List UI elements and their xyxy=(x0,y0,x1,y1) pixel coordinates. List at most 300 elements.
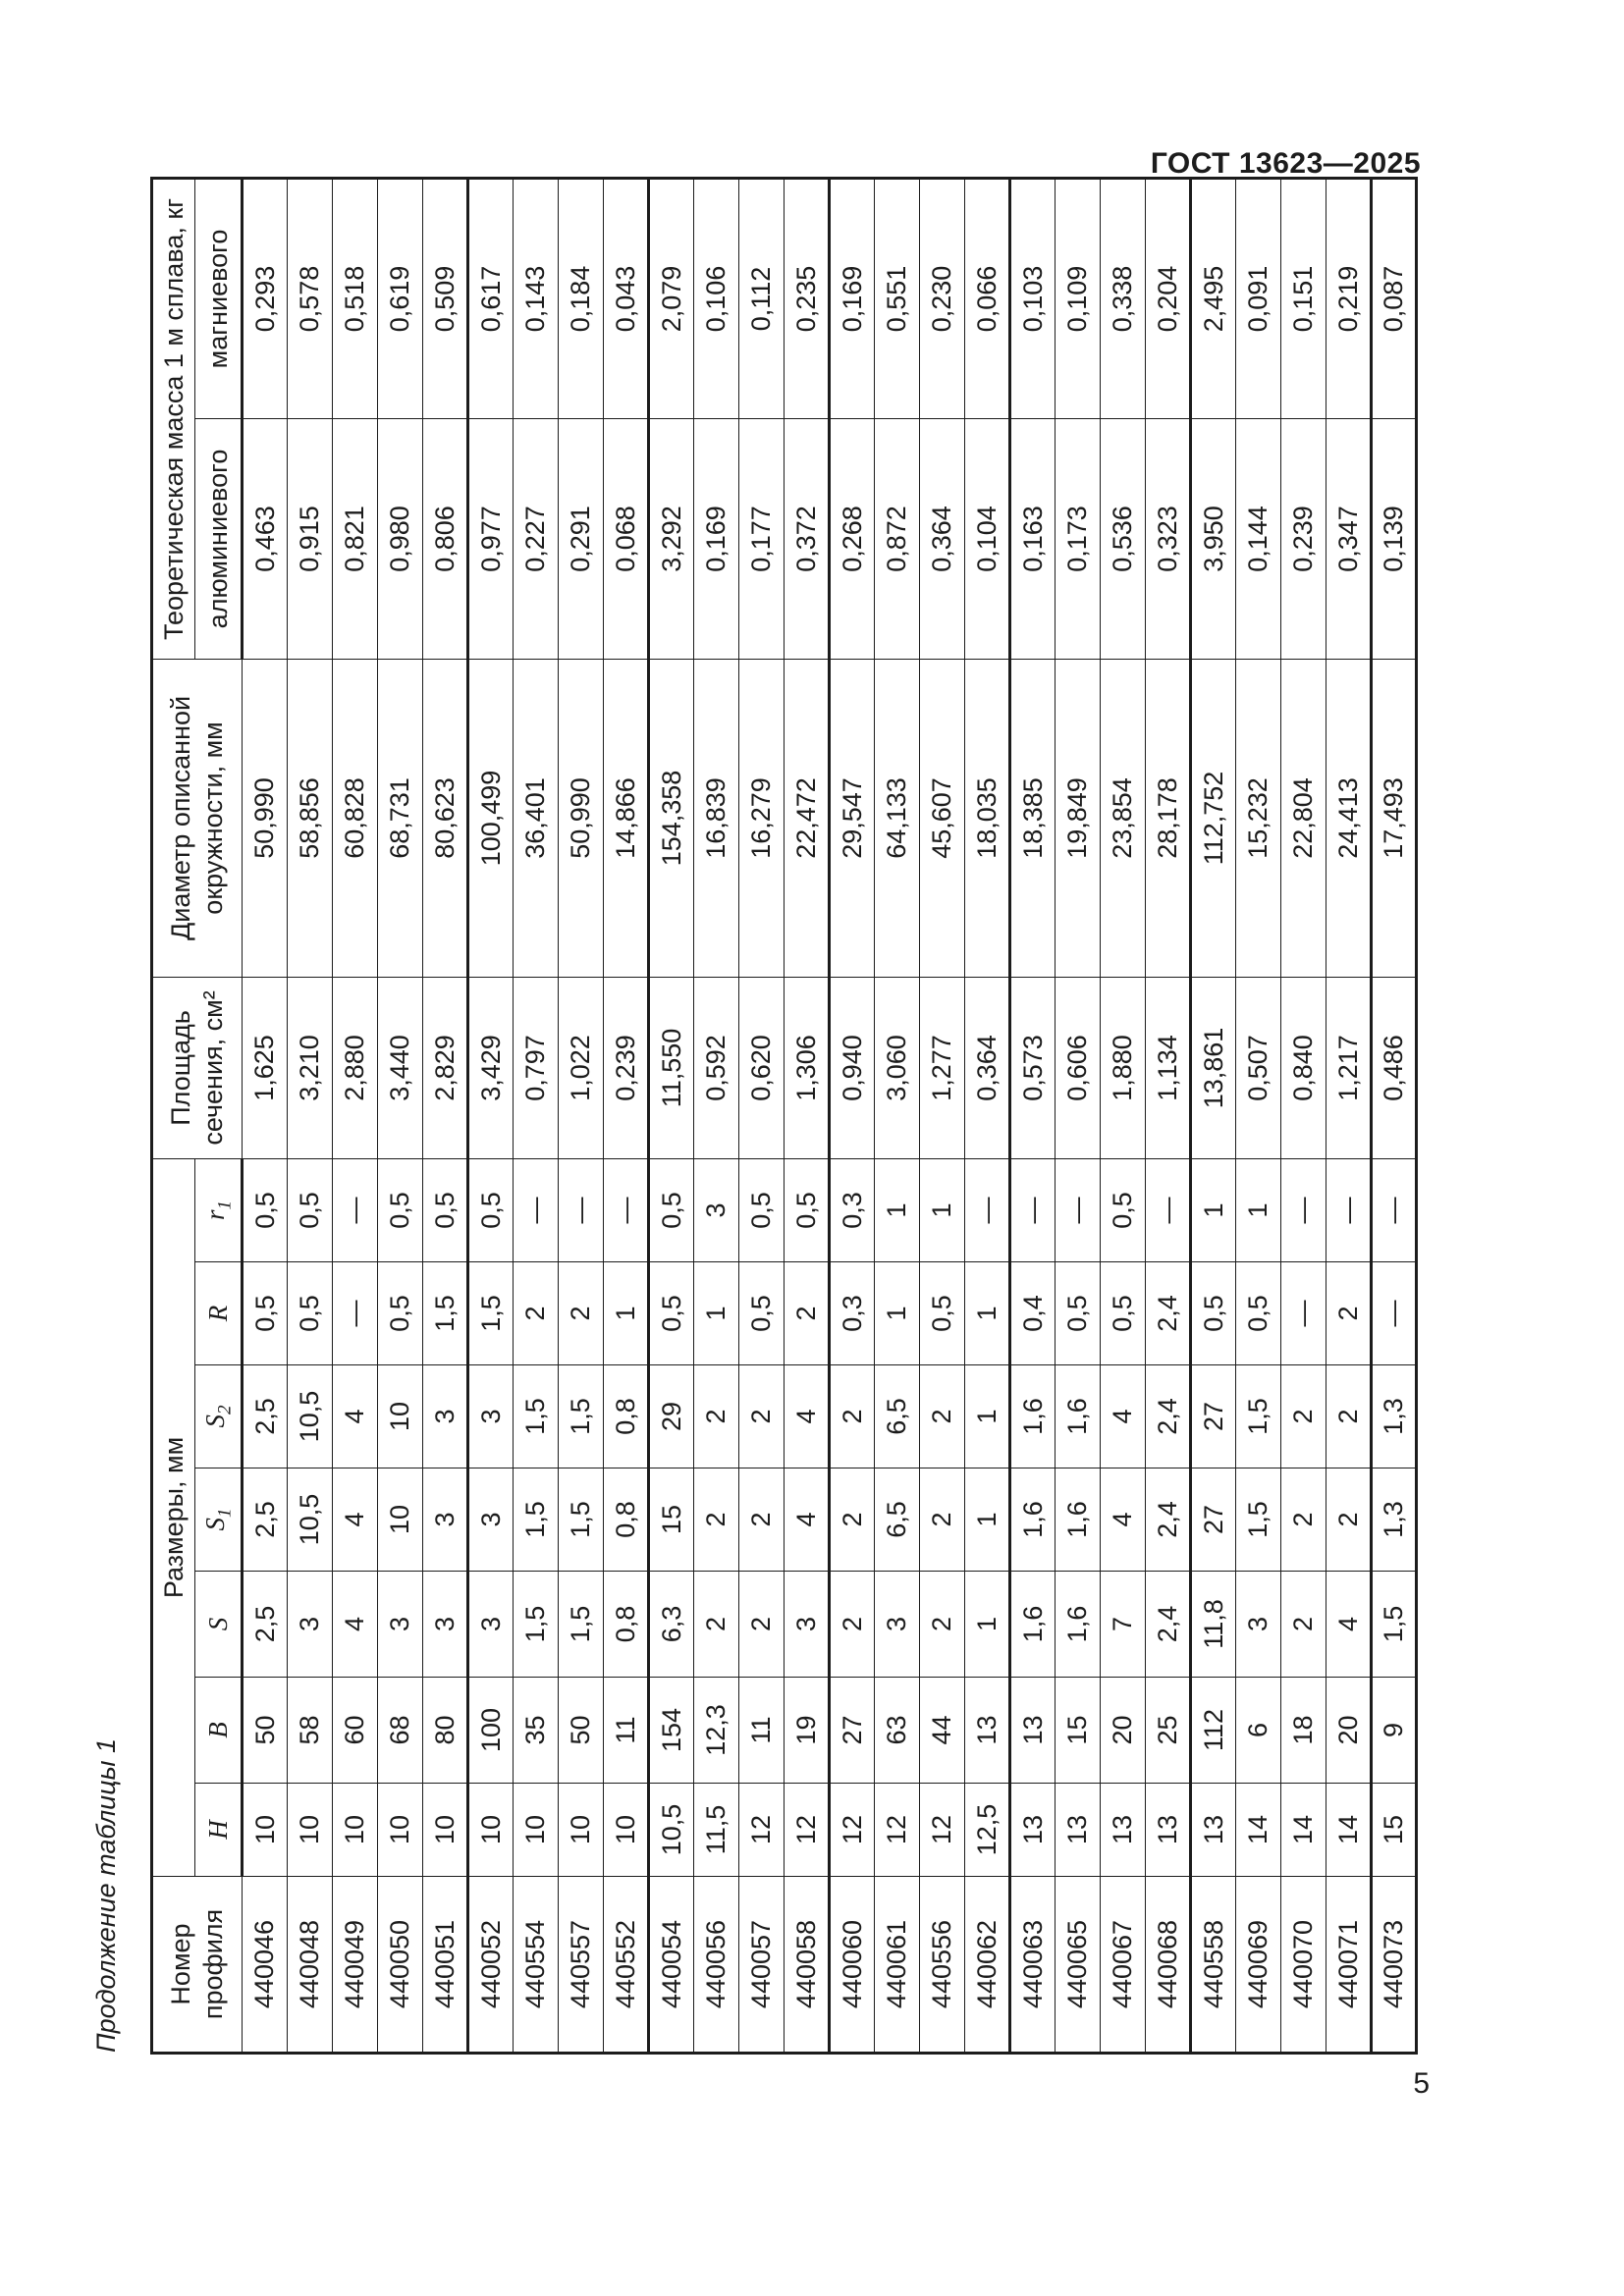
header-mass-magnesium: магниевого xyxy=(195,178,243,418)
dim-b: 20 xyxy=(1101,1678,1146,1784)
section-area: 1,625 xyxy=(243,977,288,1158)
header-dim-h: H xyxy=(195,1784,243,1877)
mass-aluminium: 0,177 xyxy=(739,418,785,659)
dim-r: 0,5 xyxy=(739,1262,785,1365)
dim-b: 25 xyxy=(1146,1678,1191,1784)
profile-number: 440060 xyxy=(830,1877,875,2054)
mass-magnesium: 0,087 xyxy=(1372,178,1417,418)
dim-s1: 1,6 xyxy=(1010,1468,1056,1572)
dim-s1: 4 xyxy=(1101,1468,1146,1572)
dim-s1: 1,5 xyxy=(514,1468,559,1572)
mass-magnesium: 0,043 xyxy=(604,178,649,418)
dim-s1: 10 xyxy=(378,1468,423,1572)
mass-magnesium: 0,230 xyxy=(920,178,965,418)
section-area: 1,022 xyxy=(559,977,604,1158)
dim-s: 11,8 xyxy=(1191,1572,1236,1678)
dim-b: 100 xyxy=(468,1678,514,1784)
dim-s1: 4 xyxy=(785,1468,830,1572)
dim-s: 2 xyxy=(739,1572,785,1678)
dim-r: 0,5 xyxy=(1191,1262,1236,1365)
section-area: 0,364 xyxy=(965,977,1010,1158)
dim-s1: 2,5 xyxy=(243,1468,288,1572)
profile-number: 440067 xyxy=(1101,1877,1146,2054)
dim-s2: 2 xyxy=(739,1365,785,1468)
table-row xyxy=(785,178,830,2053)
circumscribed-diameter: 14,866 xyxy=(604,659,649,977)
dim-s2: 0,8 xyxy=(604,1365,649,1468)
mass-magnesium: 0,169 xyxy=(830,178,875,418)
dim-h: 12,5 xyxy=(965,1784,1010,1877)
profile-number: 440557 xyxy=(559,1877,604,2054)
header-section-area xyxy=(152,977,243,1158)
dim-h: 15 xyxy=(1372,1784,1417,1877)
dim-s: 3 xyxy=(875,1572,920,1678)
dim-s1: 2 xyxy=(920,1468,965,1572)
dim-b: 19 xyxy=(785,1678,830,1784)
mass-aluminium: 0,806 xyxy=(423,418,468,659)
dim-s2: 1,5 xyxy=(559,1365,604,1468)
table-row xyxy=(288,178,333,2053)
dim-s: 7 xyxy=(1101,1572,1146,1678)
dim-h: 10 xyxy=(468,1784,514,1877)
dim-r: 2 xyxy=(1326,1262,1372,1365)
dim-b: 18 xyxy=(1281,1678,1326,1784)
mass-aluminium: 0,291 xyxy=(559,418,604,659)
mass-aluminium: 0,980 xyxy=(378,418,423,659)
dim-h: 12 xyxy=(920,1784,965,1877)
mass-aluminium: 0,347 xyxy=(1326,418,1372,659)
dim-h: 10 xyxy=(378,1784,423,1877)
mass-aluminium: 0,068 xyxy=(604,418,649,659)
table-row xyxy=(1146,178,1191,2053)
mass-magnesium: 0,619 xyxy=(378,178,423,418)
mass-magnesium: 0,293 xyxy=(243,178,288,418)
table-row xyxy=(830,178,875,2053)
dim-s2: 1,5 xyxy=(514,1365,559,1468)
header-profile-line1: Номер xyxy=(166,1923,196,2005)
table-row xyxy=(559,178,604,2053)
dim-s: 1,6 xyxy=(1010,1572,1056,1678)
dim-b: 44 xyxy=(920,1678,965,1784)
mass-aluminium: 0,364 xyxy=(920,418,965,659)
mass-magnesium: 0,091 xyxy=(1236,178,1281,418)
dim-b: 13 xyxy=(965,1678,1010,1784)
section-area: 2,829 xyxy=(423,977,468,1158)
table-row xyxy=(243,178,288,2053)
circumscribed-diameter: 50,990 xyxy=(559,659,604,977)
dim-r: 2,4 xyxy=(1146,1262,1191,1365)
mass-aluminium: 0,104 xyxy=(965,418,1010,659)
section-area: 0,606 xyxy=(1056,977,1101,1158)
section-area: 0,840 xyxy=(1281,977,1326,1158)
table-row xyxy=(514,178,559,2053)
dim-r: 0,5 xyxy=(288,1262,333,1365)
dim-r1: 1 xyxy=(1236,1158,1281,1261)
table-row xyxy=(1010,178,1056,2053)
mass-aluminium: 3,292 xyxy=(649,418,694,659)
table-row xyxy=(739,178,785,2053)
dim-b: 13 xyxy=(1010,1678,1056,1784)
header-profile-line2: профиля xyxy=(198,1908,228,2020)
mass-aluminium: 0,173 xyxy=(1056,418,1101,659)
dim-h: 14 xyxy=(1326,1784,1372,1877)
profile-number: 440065 xyxy=(1056,1877,1101,2054)
dim-h: 10 xyxy=(423,1784,468,1877)
dim-r1: 0,5 xyxy=(739,1158,785,1261)
dim-r1: 0,5 xyxy=(1101,1158,1146,1261)
dim-b: 27 xyxy=(830,1678,875,1784)
table-row xyxy=(423,178,468,2053)
mass-magnesium: 0,518 xyxy=(333,178,378,418)
dim-s2: 10,5 xyxy=(288,1365,333,1468)
profiles-table xyxy=(150,177,1418,2055)
dim-h: 10 xyxy=(604,1784,649,1877)
dim-b: 20 xyxy=(1326,1678,1372,1784)
dim-s2: 2,4 xyxy=(1146,1365,1191,1468)
dim-s: 2,4 xyxy=(1146,1572,1191,1678)
dim-b: 50 xyxy=(559,1678,604,1784)
dim-r1: 0,5 xyxy=(378,1158,423,1261)
dim-h: 13 xyxy=(1010,1784,1056,1877)
table-row xyxy=(604,178,649,2053)
circumscribed-diameter: 17,493 xyxy=(1372,659,1417,977)
dim-r1: — xyxy=(604,1158,649,1261)
dim-s: 2 xyxy=(830,1572,875,1678)
dim-s: 1,6 xyxy=(1056,1572,1101,1678)
dim-r1: — xyxy=(1281,1158,1326,1261)
mass-magnesium: 0,184 xyxy=(559,178,604,418)
dim-b: 58 xyxy=(288,1678,333,1784)
dim-r1: 0,5 xyxy=(649,1158,694,1261)
standard-number: ГОСТ 13623—2025 xyxy=(1150,147,1421,180)
dim-r: 1,5 xyxy=(468,1262,514,1365)
mass-magnesium: 0,143 xyxy=(514,178,559,418)
circumscribed-diameter: 60,828 xyxy=(333,659,378,977)
header-dim-s: S xyxy=(195,1572,243,1678)
dim-b: 63 xyxy=(875,1678,920,1784)
dim-s: 3 xyxy=(468,1572,514,1678)
table-row xyxy=(875,178,920,2053)
dim-r1: 0,5 xyxy=(785,1158,830,1261)
section-area: 0,592 xyxy=(694,977,739,1158)
dim-r1: — xyxy=(1056,1158,1101,1261)
mass-aluminium: 0,239 xyxy=(1281,418,1326,659)
table-row xyxy=(649,178,694,2053)
dim-r: 1 xyxy=(875,1262,920,1365)
dim-s1: 6,5 xyxy=(875,1468,920,1572)
dim-r: 0,5 xyxy=(920,1262,965,1365)
header-area-line2: сечения, см² xyxy=(198,990,228,1146)
profile-number: 440057 xyxy=(739,1877,785,2054)
dim-r: 2 xyxy=(785,1262,830,1365)
mass-magnesium: 0,103 xyxy=(1010,178,1056,418)
dim-r: 0,5 xyxy=(243,1262,288,1365)
table-row xyxy=(378,178,423,2053)
mass-magnesium: 0,509 xyxy=(423,178,468,418)
dim-s2: 2 xyxy=(1281,1365,1326,1468)
dim-s2: 6,5 xyxy=(875,1365,920,1468)
section-area: 3,440 xyxy=(378,977,423,1158)
mass-aluminium: 0,872 xyxy=(875,418,920,659)
dim-s1: 4 xyxy=(333,1468,378,1572)
dim-s1: 2 xyxy=(694,1468,739,1572)
circumscribed-diameter: 28,178 xyxy=(1146,659,1191,977)
dim-h: 14 xyxy=(1281,1784,1326,1877)
table-row xyxy=(1101,178,1146,2053)
dim-s1: 2 xyxy=(830,1468,875,1572)
profile-number: 440062 xyxy=(965,1877,1010,2054)
profile-number: 440061 xyxy=(875,1877,920,2054)
dim-r: 1 xyxy=(694,1262,739,1365)
dim-h: 13 xyxy=(1101,1784,1146,1877)
circumscribed-diameter: 100,499 xyxy=(468,659,514,977)
circumscribed-diameter: 18,035 xyxy=(965,659,1010,977)
mass-magnesium: 0,551 xyxy=(875,178,920,418)
dim-r1: 0,5 xyxy=(243,1158,288,1261)
dim-h: 10 xyxy=(243,1784,288,1877)
section-area: 3,429 xyxy=(468,977,514,1158)
dim-r: — xyxy=(1281,1262,1326,1365)
dim-r: 0,5 xyxy=(1056,1262,1101,1365)
dim-s: 1,5 xyxy=(514,1572,559,1678)
dim-r1: 0,3 xyxy=(830,1158,875,1261)
mass-magnesium: 0,578 xyxy=(288,178,333,418)
section-area: 0,573 xyxy=(1010,977,1056,1158)
dim-s2: 1,6 xyxy=(1010,1365,1056,1468)
mass-aluminium: 0,915 xyxy=(288,418,333,659)
circumscribed-diameter: 36,401 xyxy=(514,659,559,977)
dim-r: 0,4 xyxy=(1010,1262,1056,1365)
section-area: 0,940 xyxy=(830,977,875,1158)
dim-b: 154 xyxy=(649,1678,694,1784)
dim-r: 0,3 xyxy=(830,1262,875,1365)
dim-s1: 1 xyxy=(965,1468,1010,1572)
dim-s1: 3 xyxy=(423,1468,468,1572)
dim-h: 13 xyxy=(1191,1784,1236,1877)
circumscribed-diameter: 45,607 xyxy=(920,659,965,977)
dim-s2: 2 xyxy=(694,1365,739,1468)
table-row xyxy=(333,178,378,2053)
circumscribed-diameter: 15,232 xyxy=(1236,659,1281,977)
dim-r: 0,5 xyxy=(1236,1262,1281,1365)
profile-number: 440073 xyxy=(1372,1877,1417,2054)
mass-aluminium: 0,163 xyxy=(1010,418,1056,659)
header-dimensions-group: Размеры, мм xyxy=(152,1158,195,1876)
profile-number: 440052 xyxy=(468,1877,514,2054)
dim-r1: — xyxy=(514,1158,559,1261)
dim-s1: 2 xyxy=(1326,1468,1372,1572)
dim-b: 9 xyxy=(1372,1678,1417,1784)
mass-magnesium: 0,151 xyxy=(1281,178,1326,418)
dim-s2: 27 xyxy=(1191,1365,1236,1468)
dim-s1: 27 xyxy=(1191,1468,1236,1572)
circumscribed-diameter: 80,623 xyxy=(423,659,468,977)
circumscribed-diameter: 24,413 xyxy=(1326,659,1372,977)
mass-aluminium: 0,323 xyxy=(1146,418,1191,659)
mass-magnesium: 0,112 xyxy=(739,178,785,418)
dim-s2: 1 xyxy=(965,1365,1010,1468)
dim-r1: — xyxy=(1326,1158,1372,1261)
profile-number: 440071 xyxy=(1326,1877,1372,2054)
header-row-groups xyxy=(152,178,195,2053)
dim-b: 50 xyxy=(243,1678,288,1784)
section-area: 0,239 xyxy=(604,977,649,1158)
circumscribed-diameter: 16,839 xyxy=(694,659,739,977)
dim-h: 11,5 xyxy=(694,1784,739,1877)
dim-s: 2,5 xyxy=(243,1572,288,1678)
circumscribed-diameter: 18,385 xyxy=(1010,659,1056,977)
dim-s1: 2 xyxy=(739,1468,785,1572)
section-area: 1,134 xyxy=(1146,977,1191,1158)
mass-magnesium: 0,338 xyxy=(1101,178,1146,418)
mass-aluminium: 0,372 xyxy=(785,418,830,659)
dim-s2: 2 xyxy=(1326,1365,1372,1468)
header-dim-s2: $S_2$ xyxy=(195,1365,243,1468)
dim-s2: 2 xyxy=(830,1365,875,1468)
dim-b: 11 xyxy=(739,1678,785,1784)
dim-r1: 1 xyxy=(875,1158,920,1261)
dim-b: 11 xyxy=(604,1678,649,1784)
dim-r1: — xyxy=(965,1158,1010,1261)
table-row xyxy=(1056,178,1101,2053)
mass-aluminium: 0,821 xyxy=(333,418,378,659)
dim-b: 60 xyxy=(333,1678,378,1784)
dim-b: 35 xyxy=(514,1678,559,1784)
dim-s1: 10,5 xyxy=(288,1468,333,1572)
rotated-table-block xyxy=(91,180,1419,2055)
dim-s1: 2 xyxy=(1281,1468,1326,1572)
dim-b: 112 xyxy=(1191,1678,1236,1784)
dim-r1: 0,5 xyxy=(288,1158,333,1261)
dim-r1: 0,5 xyxy=(423,1158,468,1261)
dim-b: 68 xyxy=(378,1678,423,1784)
page-number: 5 xyxy=(1413,2067,1430,2100)
dim-s1: 2,4 xyxy=(1146,1468,1191,1572)
dim-s: 0,8 xyxy=(604,1572,649,1678)
mass-magnesium: 0,235 xyxy=(785,178,830,418)
dim-s: 1,5 xyxy=(1372,1572,1417,1678)
dim-s2: 2,5 xyxy=(243,1365,288,1468)
dim-r: — xyxy=(333,1262,378,1365)
dim-r: 1 xyxy=(604,1262,649,1365)
header-diameter-line2: окружности, мм xyxy=(198,721,228,915)
dim-b: 15 xyxy=(1056,1678,1101,1784)
section-area: 1,880 xyxy=(1101,977,1146,1158)
dim-s2: 4 xyxy=(785,1365,830,1468)
circumscribed-diameter: 50,990 xyxy=(243,659,288,977)
header-mass-aluminium: алюминиевого xyxy=(195,418,243,659)
mass-magnesium: 0,066 xyxy=(965,178,1010,418)
dim-s1: 3 xyxy=(468,1468,514,1572)
circumscribed-diameter: 16,279 xyxy=(739,659,785,977)
profile-number: 440063 xyxy=(1010,1877,1056,2054)
section-area: 1,217 xyxy=(1326,977,1372,1158)
table-row xyxy=(1372,178,1417,2053)
mass-magnesium: 2,079 xyxy=(649,178,694,418)
dim-r1: — xyxy=(559,1158,604,1261)
dim-s: 4 xyxy=(1326,1572,1372,1678)
dim-r: 1 xyxy=(965,1262,1010,1365)
dim-s1: 1,6 xyxy=(1056,1468,1101,1572)
section-area: 0,507 xyxy=(1236,977,1281,1158)
table-row xyxy=(1191,178,1236,2053)
dim-r1: 3 xyxy=(694,1158,739,1261)
circumscribed-diameter: 22,472 xyxy=(785,659,830,977)
circumscribed-diameter: 19,849 xyxy=(1056,659,1101,977)
dim-h: 10 xyxy=(514,1784,559,1877)
dim-s: 3 xyxy=(785,1572,830,1678)
section-area: 3,060 xyxy=(875,977,920,1158)
circumscribed-diameter: 64,133 xyxy=(875,659,920,977)
dim-r1: 0,5 xyxy=(468,1158,514,1261)
section-area: 2,880 xyxy=(333,977,378,1158)
dim-r1: — xyxy=(1010,1158,1056,1261)
header-diameter-line1: Диаметр описанной xyxy=(166,695,196,941)
dim-s2: 10 xyxy=(378,1365,423,1468)
dim-s: 3 xyxy=(1236,1572,1281,1678)
profile-number: 440558 xyxy=(1191,1877,1236,2054)
table-body xyxy=(243,178,1417,2053)
table-row xyxy=(920,178,965,2053)
dim-s2: 3 xyxy=(423,1365,468,1468)
dim-h: 14 xyxy=(1236,1784,1281,1877)
dim-s1: 15 xyxy=(649,1468,694,1572)
mass-magnesium: 0,106 xyxy=(694,178,739,418)
mass-aluminium: 0,169 xyxy=(694,418,739,659)
profile-number: 440556 xyxy=(920,1877,965,2054)
header-dim-r1: $r_1$ xyxy=(195,1158,243,1261)
dim-h: 10 xyxy=(559,1784,604,1877)
header-circumscribed-diameter xyxy=(152,659,243,977)
dim-s1: 0,8 xyxy=(604,1468,649,1572)
section-area: 3,210 xyxy=(288,977,333,1158)
mass-aluminium: 0,268 xyxy=(830,418,875,659)
dim-r: 2 xyxy=(559,1262,604,1365)
profile-number: 440051 xyxy=(423,1877,468,2054)
dim-s: 2 xyxy=(920,1572,965,1678)
dim-h: 12 xyxy=(875,1784,920,1877)
header-dim-r: R xyxy=(195,1262,243,1365)
dim-h: 10 xyxy=(333,1784,378,1877)
dim-s2: 3 xyxy=(468,1365,514,1468)
profile-number: 440068 xyxy=(1146,1877,1191,2054)
table-row xyxy=(468,178,514,2053)
dim-r: 0,5 xyxy=(649,1262,694,1365)
section-area: 1,277 xyxy=(920,977,965,1158)
dim-s: 3 xyxy=(423,1572,468,1678)
profile-number: 440552 xyxy=(604,1877,649,2054)
dim-s1: 1,5 xyxy=(559,1468,604,1572)
table-row xyxy=(1236,178,1281,2053)
dim-s: 3 xyxy=(378,1572,423,1678)
profile-number: 440056 xyxy=(694,1877,739,2054)
dim-r: — xyxy=(1372,1262,1417,1365)
dim-s2: 1,3 xyxy=(1372,1365,1417,1468)
mass-aluminium: 0,139 xyxy=(1372,418,1417,659)
profile-number: 440554 xyxy=(514,1877,559,2054)
table-caption: Продолжение таблицы 1 xyxy=(91,1737,121,2053)
circumscribed-diameter: 22,804 xyxy=(1281,659,1326,977)
mass-aluminium: 0,227 xyxy=(514,418,559,659)
dim-h: 12 xyxy=(785,1784,830,1877)
mass-magnesium: 0,617 xyxy=(468,178,514,418)
dim-h: 13 xyxy=(1146,1784,1191,1877)
dim-b: 12,3 xyxy=(694,1678,739,1784)
profile-number: 440049 xyxy=(333,1877,378,2054)
profile-number: 440050 xyxy=(378,1877,423,2054)
circumscribed-diameter: 29,547 xyxy=(830,659,875,977)
profile-number: 440054 xyxy=(649,1877,694,2054)
